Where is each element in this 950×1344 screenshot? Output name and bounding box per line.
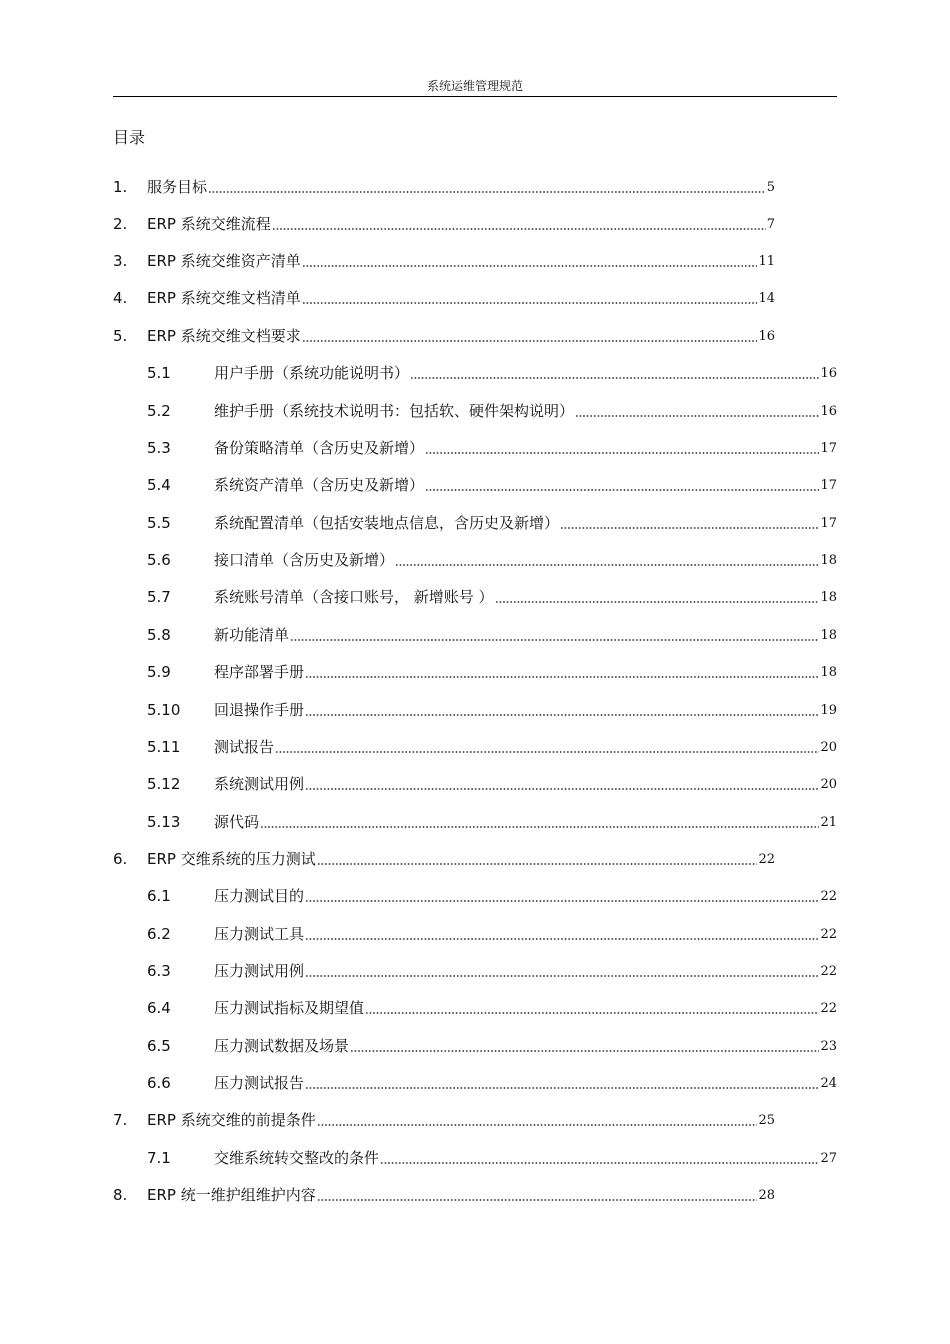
toc-entry-number: 7. bbox=[113, 1111, 128, 1129]
toc-dot-leader bbox=[410, 377, 819, 379]
toc-dot-leader bbox=[290, 639, 819, 641]
toc-entry-number: 5.6 bbox=[147, 551, 171, 569]
toc-entry[interactable] bbox=[147, 623, 837, 645]
toc-dot-leader bbox=[495, 601, 820, 603]
toc-entry[interactable] bbox=[147, 996, 837, 1018]
toc-entry-text: 压力测试数据及场景 bbox=[214, 1037, 350, 1055]
toc-entry[interactable] bbox=[147, 1071, 837, 1093]
toc-entry-text: 维护手册（系统技术说明书：包括软、硬件架构说明） bbox=[214, 402, 575, 420]
toc-dot-leader bbox=[425, 452, 819, 454]
toc-entry-page: 16 bbox=[758, 329, 775, 344]
toc-entry-page: 11 bbox=[758, 254, 775, 269]
toc-dot-leader bbox=[365, 1012, 819, 1014]
toc-entry[interactable] bbox=[113, 847, 775, 869]
toc-entry-number: 6. bbox=[113, 850, 128, 868]
toc-entry-text: 用户手册（系统功能说明书） bbox=[214, 364, 410, 382]
toc-entry-page: 18 bbox=[820, 665, 837, 680]
toc-entry-page: 17 bbox=[820, 516, 837, 531]
toc-entry[interactable] bbox=[147, 959, 837, 981]
toc-entry-page: 17 bbox=[820, 478, 837, 493]
toc-entry[interactable] bbox=[147, 511, 837, 533]
toc-entry-text: ERP 系统交维文档要求 bbox=[147, 327, 301, 345]
toc-entry-page: 18 bbox=[820, 628, 837, 643]
toc-dot-leader bbox=[425, 489, 819, 491]
toc-dot-leader bbox=[302, 340, 758, 342]
toc-entry-text: ERP 交维系统的压力测试 bbox=[147, 850, 316, 868]
toc-entry-page: 23 bbox=[820, 1039, 837, 1054]
toc-entry-number: 1. bbox=[113, 178, 128, 196]
toc-entry-number: 5. bbox=[113, 327, 128, 345]
toc-dot-leader bbox=[350, 1050, 819, 1052]
toc-entry[interactable] bbox=[113, 212, 775, 234]
toc-entry-page: 18 bbox=[820, 553, 837, 568]
toc-entry-page: 17 bbox=[820, 441, 837, 456]
toc-entry[interactable] bbox=[113, 324, 775, 346]
toc-dot-leader bbox=[305, 975, 819, 977]
toc-entry-text: 系统测试用例 bbox=[214, 775, 305, 793]
toc-entry[interactable] bbox=[113, 1108, 775, 1130]
toc-entry-text: 系统配置清单（包括安装地点信息，含历史及新增） bbox=[214, 514, 560, 532]
toc-entry-text: 压力测试用例 bbox=[214, 962, 305, 980]
toc-dot-leader bbox=[395, 564, 819, 566]
toc-entry[interactable] bbox=[147, 660, 837, 682]
toc-entry-text: 程序部署手册 bbox=[214, 663, 305, 681]
toc-entry[interactable] bbox=[147, 1146, 837, 1168]
toc-entry-page: 22 bbox=[820, 1001, 837, 1016]
toc-entry-text: 接口清单（含历史及新增） bbox=[214, 551, 395, 569]
toc-entry-number: 7.1 bbox=[147, 1149, 171, 1167]
toc-entry[interactable] bbox=[147, 361, 837, 383]
toc-entry-text: ERP 统一维护组维护内容 bbox=[147, 1186, 316, 1204]
toc-entry-number: 5.2 bbox=[147, 402, 171, 420]
toc-entry[interactable] bbox=[147, 922, 837, 944]
toc-entry[interactable] bbox=[113, 1183, 775, 1205]
toc-entry-number: 6.1 bbox=[147, 887, 171, 905]
toc-dot-leader bbox=[305, 938, 819, 940]
toc-entry-page: 28 bbox=[758, 1188, 775, 1203]
toc-entry-number: 6.2 bbox=[147, 925, 171, 943]
toc-entry[interactable] bbox=[147, 585, 837, 607]
toc-entry-page: 27 bbox=[820, 1151, 837, 1166]
toc-entry-number: 5.10 bbox=[147, 701, 181, 719]
toc-entry-page: 14 bbox=[758, 291, 775, 306]
toc-entry-page: 20 bbox=[820, 740, 837, 755]
toc-entry-text: 交维系统转交整改的条件 bbox=[214, 1149, 380, 1167]
toc-entry[interactable] bbox=[147, 735, 837, 757]
toc-entry-number: 5.4 bbox=[147, 476, 171, 494]
toc-entry[interactable] bbox=[113, 175, 775, 197]
toc-dot-leader bbox=[208, 191, 766, 193]
toc-entry[interactable] bbox=[147, 884, 837, 906]
toc-dot-leader bbox=[305, 714, 819, 716]
toc-entry[interactable] bbox=[147, 772, 837, 794]
toc-entry[interactable] bbox=[147, 473, 837, 495]
toc-entry-text: ERP 系统交维文档清单 bbox=[147, 289, 301, 307]
toc-entry-number: 5.5 bbox=[147, 514, 171, 532]
toc-entry-number: 5.1 bbox=[147, 364, 171, 382]
toc-entry-text: 回退操作手册 bbox=[214, 701, 305, 719]
toc-dot-leader bbox=[305, 900, 819, 902]
toc-dot-leader bbox=[272, 228, 766, 230]
toc-entry-text: ERP 系统交维资产清单 bbox=[147, 252, 301, 270]
toc-entry-text: 新功能清单 bbox=[214, 626, 290, 644]
toc-dot-leader bbox=[305, 676, 819, 678]
toc-dot-leader bbox=[305, 1087, 819, 1089]
toc-entry-page: 22 bbox=[820, 964, 837, 979]
toc-entry-page: 22 bbox=[820, 889, 837, 904]
toc-entry-number: 5.13 bbox=[147, 813, 181, 831]
toc-dot-leader bbox=[302, 302, 758, 304]
toc-dot-leader bbox=[317, 1124, 758, 1126]
toc-entry-page: 16 bbox=[820, 366, 837, 381]
toc-entry-number: 5.3 bbox=[147, 439, 171, 457]
toc-dot-leader bbox=[302, 265, 758, 267]
toc-entry-number: 6.4 bbox=[147, 999, 171, 1017]
toc-dot-leader bbox=[275, 751, 819, 753]
header-title: 系统运维管理规范 bbox=[426, 79, 523, 93]
toc-entry-page: 7 bbox=[766, 217, 775, 232]
toc-entry-page: 18 bbox=[820, 590, 837, 605]
toc-dot-leader bbox=[305, 788, 819, 790]
toc-entry-number: 8. bbox=[113, 1186, 128, 1204]
toc-entry-page: 16 bbox=[820, 404, 837, 419]
toc-title: 目录 bbox=[113, 128, 146, 147]
toc-entry-text: 测试报告 bbox=[214, 738, 275, 756]
toc-entry-page: 20 bbox=[820, 777, 837, 792]
toc-entry-text: ERP 系统交维流程 bbox=[147, 215, 271, 233]
toc-entry-number: 5.12 bbox=[147, 775, 181, 793]
toc-entry-text: ERP 系统交维的前提条件 bbox=[147, 1111, 316, 1129]
toc-entry[interactable] bbox=[147, 810, 837, 832]
toc-entry-page: 22 bbox=[758, 852, 775, 867]
toc-dot-leader bbox=[560, 527, 819, 529]
toc-entry[interactable] bbox=[147, 399, 837, 421]
toc-entry-text: 服务目标 bbox=[147, 178, 208, 196]
toc-entry-number: 5.8 bbox=[147, 626, 171, 644]
toc-entry-page: 5 bbox=[766, 180, 775, 195]
page-header bbox=[113, 78, 837, 97]
toc-entry-page: 21 bbox=[820, 815, 837, 830]
toc-entry[interactable] bbox=[147, 436, 837, 458]
toc-dot-leader bbox=[317, 863, 758, 865]
toc-entry[interactable] bbox=[147, 698, 837, 720]
toc-entry-text: 压力测试指标及期望值 bbox=[214, 999, 365, 1017]
toc-dot-leader bbox=[260, 826, 819, 828]
toc-entry-number: 5.11 bbox=[147, 738, 181, 756]
toc-entry-page: 22 bbox=[820, 927, 837, 942]
toc-entry[interactable] bbox=[147, 1034, 837, 1056]
toc-entry-text: 备份策略清单（含历史及新增） bbox=[214, 439, 425, 457]
toc-entry-text: 压力测试目的 bbox=[214, 887, 305, 905]
toc-entry-number: 2. bbox=[113, 215, 128, 233]
toc-entry-text: 源代码 bbox=[214, 813, 260, 831]
toc-dot-leader bbox=[380, 1162, 819, 1164]
toc-entry-text: 压力测试工具 bbox=[214, 925, 305, 943]
toc-entry-number: 4. bbox=[113, 289, 128, 307]
toc-entry-page: 24 bbox=[820, 1076, 837, 1091]
toc-entry-text: 压力测试报告 bbox=[214, 1074, 305, 1092]
toc-entry-number: 5.9 bbox=[147, 663, 171, 681]
toc-entry[interactable] bbox=[113, 249, 775, 271]
toc-entry-text: 系统资产清单（含历史及新增） bbox=[214, 476, 425, 494]
toc-entry[interactable] bbox=[113, 286, 775, 308]
toc-entry-number: 5.7 bbox=[147, 588, 171, 606]
toc-entry-number: 3. bbox=[113, 252, 128, 270]
toc-entry[interactable] bbox=[147, 548, 837, 570]
toc-entry-text: 系统账号清单（含接口账号， 新增账号 ） bbox=[214, 588, 494, 606]
toc-dot-leader bbox=[317, 1199, 758, 1201]
toc-entry-number: 6.3 bbox=[147, 962, 171, 980]
toc-entry-number: 6.5 bbox=[147, 1037, 171, 1055]
toc-entry-page: 19 bbox=[820, 703, 837, 718]
toc-entry-page: 25 bbox=[758, 1113, 775, 1128]
toc-dot-leader bbox=[575, 415, 819, 417]
toc-entry-number: 6.6 bbox=[147, 1074, 171, 1092]
